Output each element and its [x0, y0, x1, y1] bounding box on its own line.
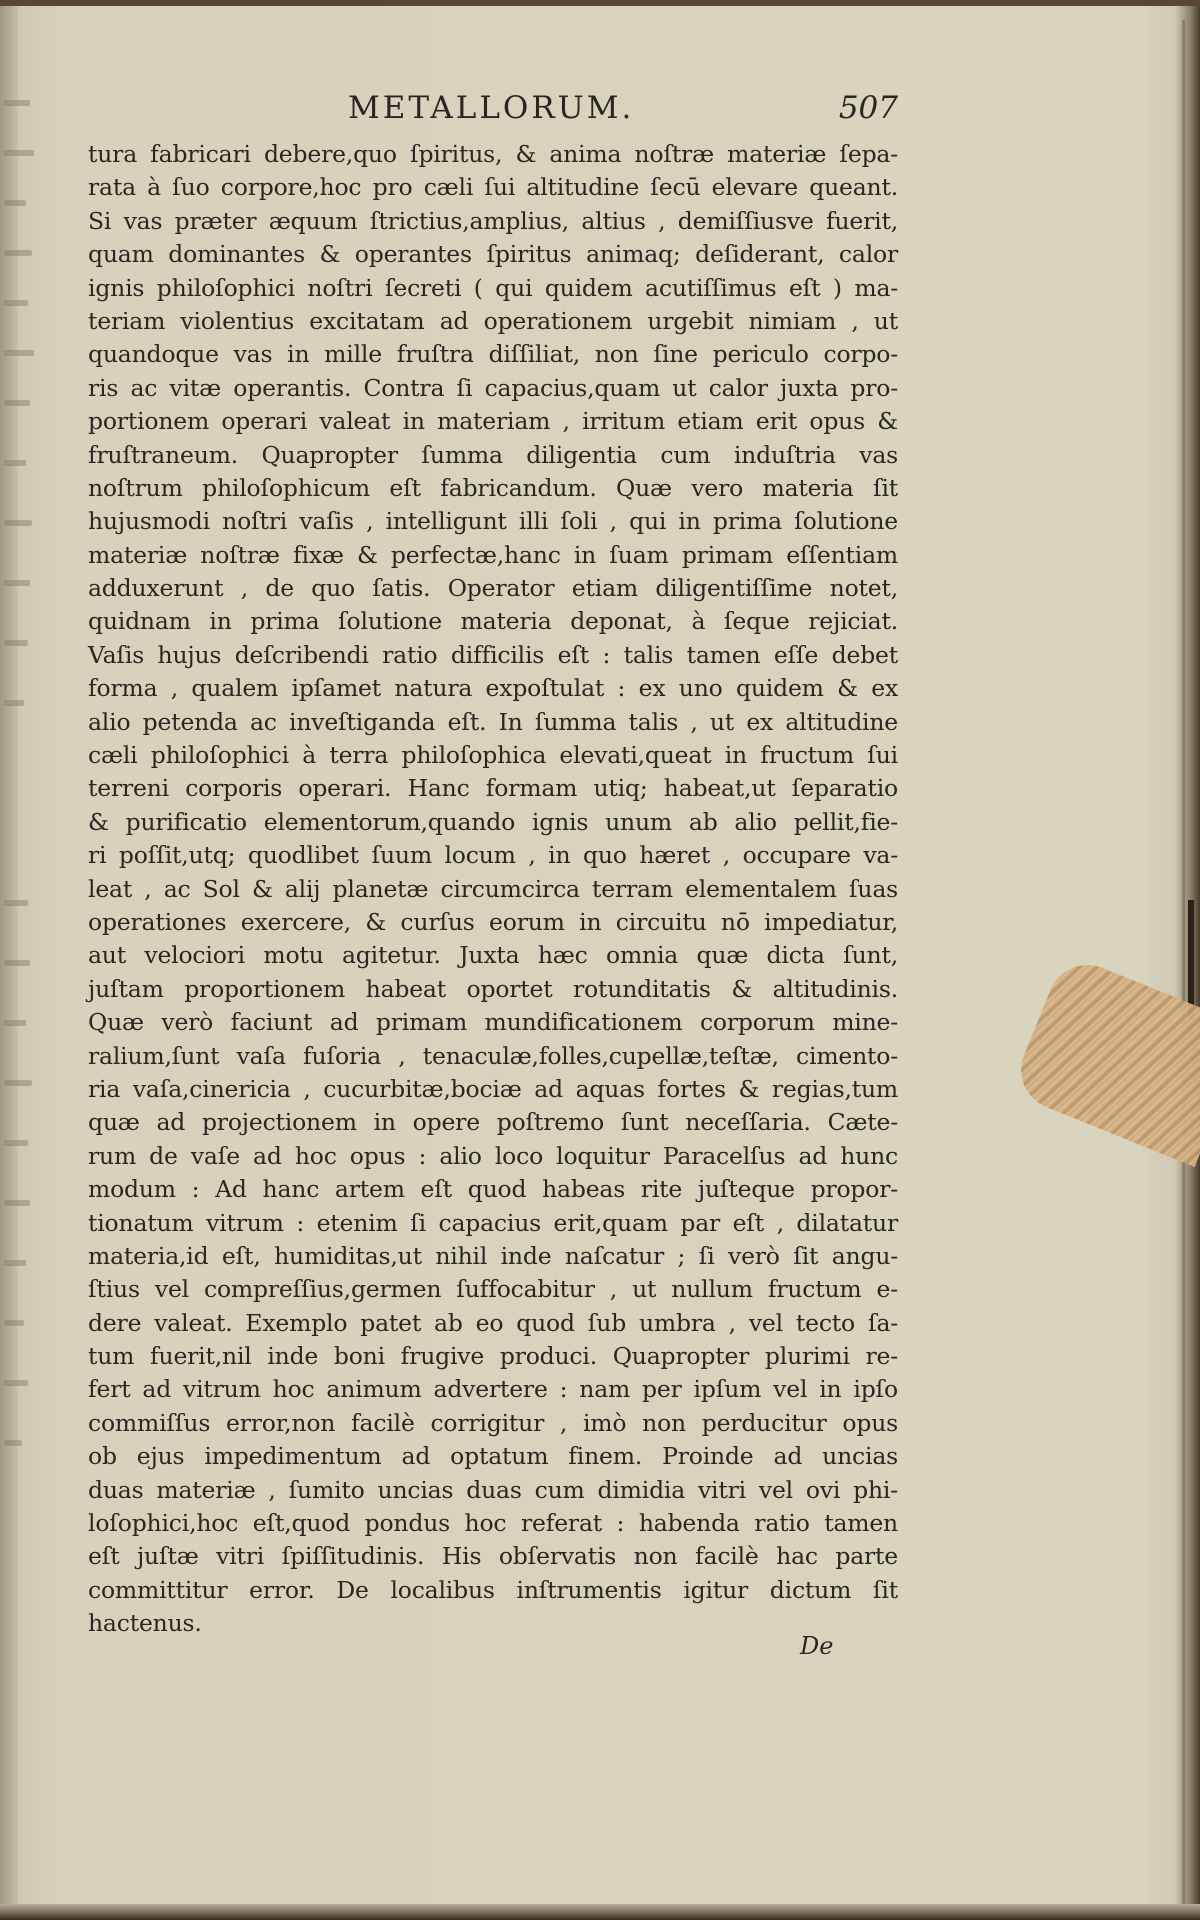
- text-line: Si vas præter æquum ſtrictius,amplius, altius , demiſſiusve fuerit,: [88, 206, 898, 235]
- text-line: cæli philoſophici à terra philoſophica elevati,queat in fructum ſui: [88, 741, 898, 770]
- text-line: fert ad vitrum hoc animum advertere : nam per ipſum vel in ipſo: [88, 1375, 898, 1404]
- text-line: Quæ verò faciunt ad primam mundificationem corporum mine-: [88, 1008, 898, 1037]
- text-line: modum : Ad hanc artem eſt quod habeas rite juſteque propor-: [88, 1175, 898, 1204]
- page-number: 507: [838, 90, 898, 126]
- text-line: ignis philoſophici noſtri ſecreti ( qui quidem acutiſſimus eſt ) ma-: [88, 273, 898, 302]
- text-line: dere valeat. Exemplo patet ab eo quod ſub umbra , vel tecto ſa-: [88, 1308, 898, 1337]
- text-line: ria vaſa,cinericia , cucurbitæ,bociæ ad aquas fortes & regias,tum: [88, 1074, 898, 1103]
- text-line: ob ejus impedimentum ad optatum finem. Proinde ad uncias: [88, 1442, 898, 1471]
- bottom-page-edge: [0, 1904, 1200, 1920]
- text-line: hactenus.: [88, 1609, 202, 1638]
- text-line: portionem operari valeat in materiam , irritum etiam erit opus &: [88, 407, 898, 436]
- text-line: quæ ad projectionem in opere poſtremo ſunt neceſſaria. Cæte-: [88, 1108, 898, 1137]
- top-page-edge: [0, 0, 1200, 6]
- text-line: materiæ noſtræ fixæ & perfectæ,hanc in ſuam primam eſſentiam: [88, 540, 898, 569]
- text-line: committitur error. De localibus inſtrumentis igitur dictum ſit: [88, 1575, 898, 1604]
- text-line: materia,id eſt, humiditas,ut nihil inde naſcatur ; ſi verò ſit angu-: [88, 1241, 898, 1270]
- page-header: [88, 90, 898, 138]
- text-line: quam dominantes & operantes ſpiritus animaq; deſiderant, calor: [88, 240, 898, 269]
- text-line: ris ac vitæ operantis. Contra ſi capacius,quam ut calor juxta pro-: [88, 373, 898, 402]
- text-line: hujusmodi noſtri vaſis , intelligunt illi ſoli , qui in prima ſolutione: [88, 507, 898, 536]
- text-line: ralium,ſunt vaſa fuſoria , tenaculæ,folles,cupellæ,teſtæ, cimento-: [88, 1041, 898, 1070]
- text-line: rata à ſuo corpore,hoc pro cæli ſui altitudine ſecū elevare queant.: [88, 173, 898, 202]
- text-line: leat , ac Sol & alij planetæ circumcirca terram elementalem ſuas: [88, 874, 898, 903]
- text-line: ri poſſit,utq; quodlibet ſuum locum , in quo hæret , occupare va-: [88, 841, 898, 870]
- text-line: commiſſus error,non facilè corrigitur , imò non perducitur opus: [88, 1408, 898, 1437]
- running-head: METALLORUM.: [348, 90, 635, 126]
- text-line: tionatum vitrum : etenim ſi capacius erit,quam par eſt , dilatatur: [88, 1208, 898, 1237]
- text-line: alio petenda ac inveſtiganda eſt. In ſumma talis , ut ex altitudine: [88, 707, 898, 736]
- text-line: forma , qualem ipſamet natura expoſtulat : ex uno quidem & ex: [88, 674, 898, 703]
- catchword: De: [800, 1632, 834, 1660]
- text-line: aut velociori motu agitetur. Juxta hæc omnia quæ dicta ſunt,: [88, 941, 898, 970]
- text-line: noſtrum philoſophicum eſt fabricandum. Quæ vero materia ſit: [88, 473, 898, 502]
- text-line: quandoque vas in mille fruſtra diſſiliat, non ſine periculo corpo-: [88, 340, 898, 369]
- text-line: fruſtraneum. Quapropter ſumma diligentia cum induſtria vas: [88, 440, 898, 469]
- facing-page-bleed: [0, 0, 48, 1920]
- text-line: tura fabricari debere,quo ſpiritus, & anima noſtræ materiæ ſepa-: [88, 140, 898, 168]
- text-line: loſophici,hoc eſt,quod pondus hoc referat : habenda ratio tamen: [88, 1509, 898, 1538]
- text-block: [88, 90, 898, 1660]
- text-line: tum fuerit,nil inde boni frugive produci. Quapropter plurimi re-: [88, 1342, 898, 1371]
- text-line: Vaſis hujus deſcribendi ratio difficilis eſt : talis tamen eſſe debet: [88, 640, 898, 669]
- text-line: juſtam proportionem habeat oportet rotunditatis & altitudinis.: [88, 974, 898, 1003]
- gutter-edge: [1176, 20, 1200, 1910]
- text-line: rum de vaſe ad hoc opus : alio loco loquitur Paracelſus ad hunc: [88, 1141, 898, 1170]
- text-line: adduxerunt , de quo ſatis. Operator etiam diligentiſſime notet,: [88, 574, 898, 603]
- text-line: terreni corporis operari. Hanc formam utiq; habeat,ut ſeparatio: [88, 774, 898, 803]
- text-line: & purificatio elementorum,quando ignis unum ab alio pellit,fie-: [88, 807, 898, 836]
- text-line: duas materiæ , ſumito uncias duas cum dimidia vitri vel ovi phi-: [88, 1475, 898, 1504]
- text-line: operationes exercere, & curſus eorum in circuitu nō impediatur,: [88, 907, 898, 936]
- text-line: ſtius vel compreſſius,germen ſuffocabitur , ut nullum fructum e-: [88, 1275, 898, 1304]
- paper-tab-marker: [1009, 953, 1200, 1167]
- body-text: [88, 138, 898, 1641]
- text-line: eſt juſtæ vitri ſpiſſitudinis. His obſervatis non facilè hac parte: [88, 1542, 898, 1571]
- text-line: quidnam in prima ſolutione materia deponat, à ſeque rejiciat.: [88, 607, 898, 636]
- text-line: teriam violentius excitatam ad operationem urgebit nimiam , ut: [88, 306, 898, 335]
